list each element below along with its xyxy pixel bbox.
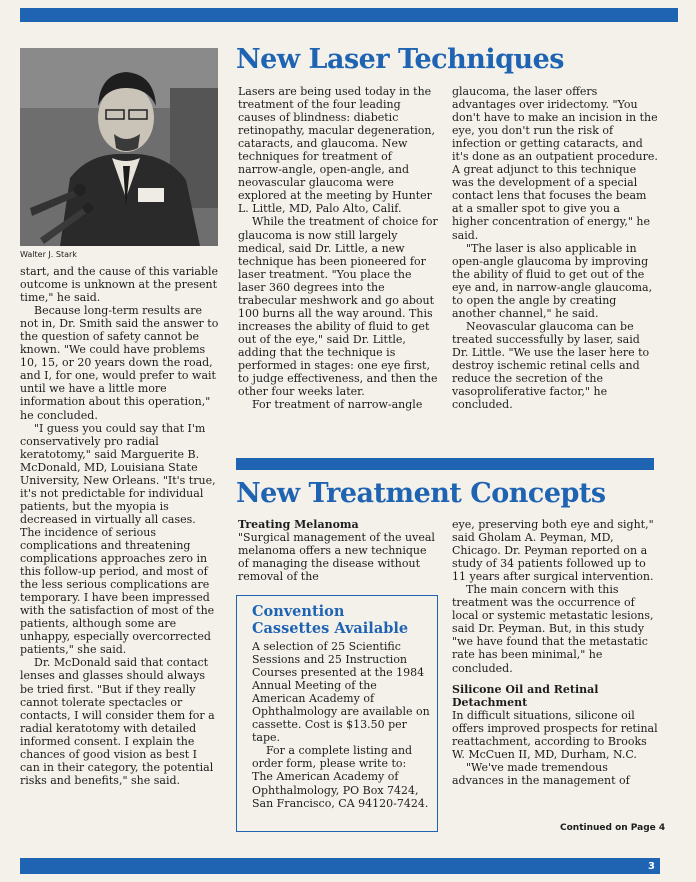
- paragraph: eye, preserving both eye and sight," said Gholam A. Peyman, MD, Chicago. Dr. Peyman reported on a study of 34 patients followed up to 11 years after surgical intervention.: [452, 518, 654, 584]
- laser-column-2: [452, 85, 658, 411]
- paragraph: For a complete listing and order form, please write to: The American Academy of Ophthalmology, PO Box 7424, San Francisco, CA 94120-7424.: [252, 744, 429, 810]
- paragraph: "Surgical management of the uveal melanoma offers a new technique of managing the disease without removal of the: [238, 531, 435, 584]
- treatment-headline: New Treatment Concepts: [236, 478, 606, 509]
- top-bar: [20, 8, 678, 22]
- paragraph: start, and the cause of this variable outcome is unknown at the present time," he said.: [20, 265, 218, 305]
- box-title-line: Cassettes Available: [252, 620, 409, 637]
- bottom-bar: [20, 858, 660, 874]
- treatment-column-1: [238, 518, 438, 583]
- paragraph: Dr. McDonald said that contact lenses and glasses should always be tried first. "But if they really cannot tolerate spectacles or contacts, I will consider them for a radial keratotomy with detailed informed consent. I explain the chances of good vision as best I can in their category, the potential risks and benefits," she said.: [20, 656, 215, 787]
- left-article-column: [20, 265, 220, 787]
- treatment-column-2: [452, 518, 658, 787]
- photo-caption: Walter J. Stark: [20, 250, 77, 259]
- paragraph: Lasers are being used today in the treatment of the four leading causes of blindness: diabetic retinopathy, macular degeneration, cataracts, and glaucoma. New techniques for treatment of narrow-angle, open-angle, and neovascular glaucoma were explored at the meeting by Hunter L. Little, MD, Palo Alto, Calif.: [238, 85, 435, 216]
- paragraph: For treatment of narrow-angle: [252, 398, 423, 412]
- portrait-illustration: [20, 48, 218, 246]
- subheading-melanoma: Treating Melanoma: [238, 518, 359, 531]
- paragraph: A selection of 25 Scientific Sessions and 25 Instruction Courses presented at the 1984 Annual Meeting of the American Academy of Ophthalmology are available on cassette. Cost is $13.50 per tape.: [252, 640, 430, 745]
- paragraph: While the treatment of choice for glaucoma is now still largely medical, said Dr. Little, a new technique has been pioneered for laser treatment. "You place the laser 360 degrees into the trabecular meshwork and go about 100 burns all the way around. This increases the ability of fluid to get out of the eye," said Dr. Little, adding that the technique is performed in stages: one eye first, to judge effectiveness, and then the other four weeks later.: [238, 215, 438, 399]
- paragraph: Because long-term results are not in, Dr. Smith said the answer to the question of safety cannot be known. "We could have problems 10, 15, or 20 years down the road, and I, for one, would prefer to wait until we have a little more information about this operation," he concluded.: [20, 304, 219, 422]
- paragraph: "We've made tremendous advances in the management of: [452, 760, 630, 787]
- paragraph: In difficult situations, silicone oil offers improved prospects for retinal reattachment, according to Brooks W. McCuen II, MD, Durham, N.C.: [452, 708, 658, 761]
- box-title: [252, 603, 408, 637]
- subheading-silicone: Silicone Oil and Retinal Detachment: [452, 682, 599, 709]
- paragraph: "The laser is also applicable in open-angle glaucoma by improving the ability of fluid to get out of the eye and, in narrow-angle glaucoma, to open the angle by creating another channel," he said.: [452, 241, 653, 320]
- box-text: [252, 640, 430, 810]
- laser-column-1: [238, 85, 438, 411]
- paragraph: Neovascular glaucoma can be treated successfully by laser, said Dr. Little. "We use the laser here to destroy ischemic retinal cells and reduce the secretion of the vasoproliferative factor," he concluded.: [452, 319, 650, 412]
- section-divider-bar: [236, 458, 654, 470]
- box-title-line: Convention: [252, 603, 345, 620]
- page-number: 3: [648, 861, 655, 872]
- continued-note: Continued on Page 4: [560, 823, 666, 833]
- paragraph: glaucoma, the laser offers advantages over iridectomy. "You don't have to make an incision in the eye, you don't run the risk of infection or getting cataracts, and it's done as an outpatient procedure. A great adjunct to this technique was the development of a special contact lens that focuses the beam at a smaller spot to give you a higher concentration of energy," he said.: [452, 85, 658, 242]
- laser-headline: New Laser Techniques: [236, 44, 565, 75]
- portrait-photo: [20, 48, 218, 246]
- paragraph: The main concern with this treatment was the occurrence of local or systemic metastatic lesions, said Dr. Peyman. But, in this study "we have found that the metastatic rate has been minimal," he concluded.: [452, 583, 654, 675]
- paragraph: "I guess you could say that I'm conservatively pro radial keratotomy," said Marguerite B. McDonald, MD, Louisiana State University, New Orleans. "It's true, it's not predictable for individual patients, but the myopia is decreased in virtually all cases. The incidence of serious complications and threatening complications approaches zero in this follow-up period, and most of the less serious complications are temporary. I have been impressed with the satisfaction of most of the patients, although some are unhappy, especially overcorrected patients," she said.: [20, 421, 216, 657]
